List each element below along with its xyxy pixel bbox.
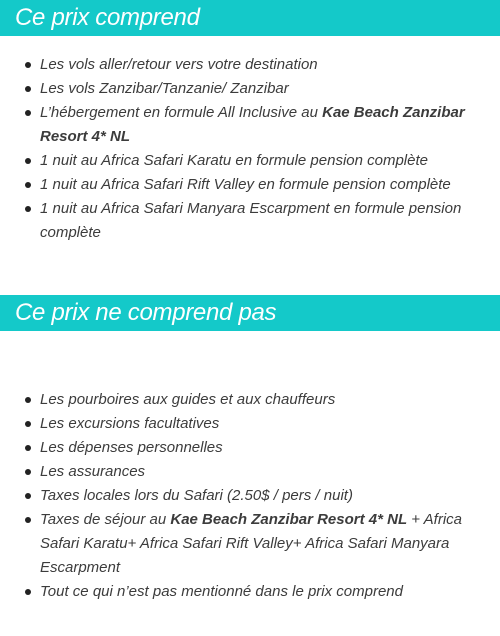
included-list <box>0 53 500 245</box>
list-item: Taxes locales lors du Safari (2.50$ / pers / nuit) <box>0 484 500 508</box>
list-item: 1 nuit au Africa Safari Rift Valley en formule pension complète <box>0 173 500 197</box>
bullet-icon <box>25 397 31 403</box>
list-item: Les pourboires aux guides et aux chauffeurs <box>0 388 500 412</box>
list-item: Les vols Zanzibar/Tanzanie/ Zanzibar <box>0 77 500 101</box>
excluded-list <box>0 388 500 604</box>
bullet-icon <box>25 517 31 523</box>
list-item: Les excursions facultatives <box>0 412 500 436</box>
included-title: Ce prix comprend <box>15 4 200 31</box>
bullet-icon <box>25 206 31 212</box>
bullet-icon <box>25 86 31 92</box>
list-item: L’hébergement en formule All Inclusive au Kae Beach Zanzibar Resort 4* NL <box>0 101 500 149</box>
bullet-icon <box>25 589 31 595</box>
list-item: Les assurances <box>0 460 500 484</box>
bullet-icon <box>25 445 31 451</box>
list-item: Tout ce qui n’est pas mentionné dans le prix comprend <box>0 580 500 604</box>
bullet-icon <box>25 158 31 164</box>
list-item: Taxes de séjour au Kae Beach Zanzibar Resort 4* NL + Africa Safari Karatu+ Africa Safari Rift Valley+ Africa Safari Manyara Escarpment <box>0 508 500 580</box>
bullet-icon <box>25 110 31 116</box>
list-item: Les dépenses personnelles <box>0 436 500 460</box>
excluded-title: Ce prix ne comprend pas <box>15 299 277 326</box>
bullet-icon <box>25 62 31 68</box>
bullet-icon <box>25 421 31 427</box>
hotel-name: Kae Beach Zanzibar Resort 4* NL <box>40 104 465 145</box>
list-item: 1 nuit au Africa Safari Manyara Escarpment en formule pension complète <box>0 197 500 245</box>
bullet-icon <box>25 182 31 188</box>
included-header <box>0 0 500 36</box>
excluded-header <box>0 295 500 331</box>
bullet-icon <box>25 469 31 475</box>
list-item: Les vols aller/retour vers votre destination <box>0 53 500 77</box>
hotel-name: Kae Beach Zanzibar Resort 4* NL <box>170 511 408 528</box>
list-item: 1 nuit au Africa Safari Karatu en formule pension complète <box>0 149 500 173</box>
bullet-icon <box>25 493 31 499</box>
